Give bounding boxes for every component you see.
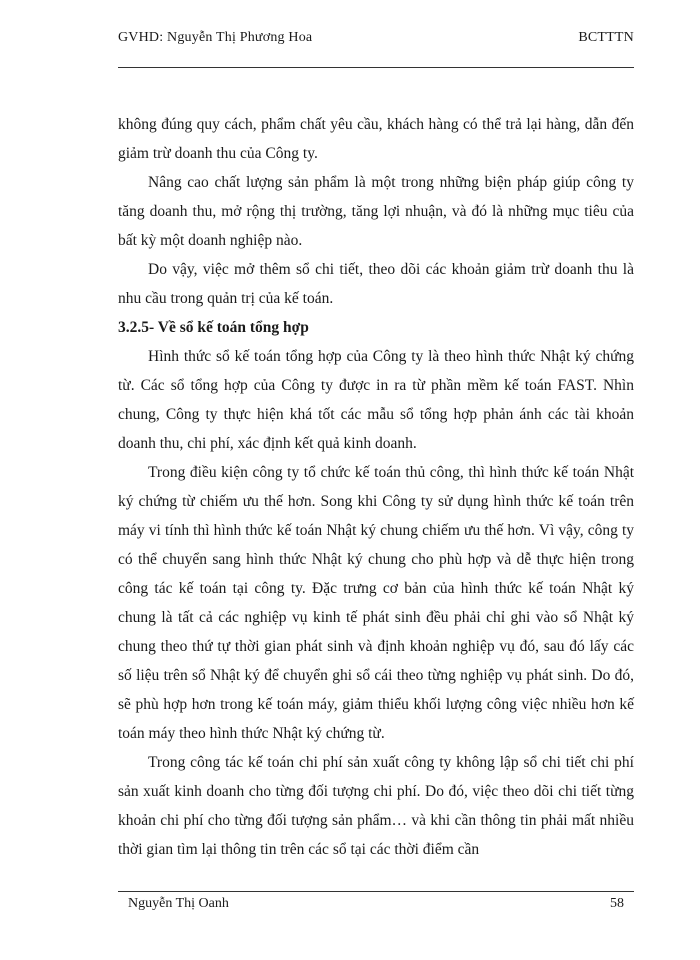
page-number: 58: [610, 896, 624, 911]
paragraph-1: không đúng quy cách, phẩm chất yêu cầu, khách hàng có thể trả lại hàng, dẫn đến giảm trừ doanh thu của Công ty.: [118, 116, 634, 162]
paragraph-3: Do vậy, việc mở thêm sổ chi tiết, theo dõi các khoản giảm trừ doanh thu là nhu cầu trong quản trị của kế toán.: [118, 261, 634, 307]
footer-divider: [118, 891, 634, 892]
paragraph-6: Trong công tác kế toán chi phí sản xuất công ty không lập sổ chi tiết chi phí sản xuất kinh doanh cho từng đối tượng chi phí. Do đó, việc theo dõi chi tiết từng khoản chi phí cho từng đối tượng sản phẩm… và khi cần thông tin phải mất nhiều thời gian tìm lại thông tin trên các sổ tại các thời điểm cần: [118, 754, 634, 858]
page-header: [118, 30, 634, 54]
paragraph-4: Hình thức sổ kế toán tổng hợp của Công ty là theo hình thức Nhật ký chứng từ. Các sổ tổng hợp của Công ty được in ra từ phần mềm kế toán FAST. Nhìn chung, Công ty thực hiện khá tốt các mẫu sổ tổng hợp phản ánh các tài khoản doanh thu, chi phí, xác định kết quả kinh doanh.: [118, 348, 634, 452]
paragraph-5: Trong điều kiện công ty tổ chức kế toán thủ công, thì hình thức kế toán Nhật ký chứng từ chiếm ưu thế hơn. Song khi Công ty sử dụng hình thức kế toán trên máy vi tính thì hình thức kế toán Nhật ký chung chiếm ưu thế hơn. Vì vậy, công ty có thể chuyển sang hình thức Nhật ký chung cho phù hợp và dễ thực hiện trong công tác kế toán tại công ty. Đặc trưng cơ bản của hình thức kế toán Nhật ký chung là tất cả các nghiệp vụ kinh tế phát sinh đều phải chỉ ghi vào sổ Nhật ký chung theo thứ tự thời gian phát sinh và định khoản nghiệp vụ đó, sau đó lấy các số liệu trên sổ Nhật ký để chuyển ghi sổ cái theo từng nghiệp vụ phát sinh. Do đó, sẽ phù hợp hơn trong kế toán máy, giảm thiểu khối lượng công việc nhiều hơn kế toán máy theo hình thức Nhật ký chứng từ.: [118, 464, 634, 742]
footer-author: Nguyễn Thị Oanh: [128, 896, 229, 911]
section-heading: 3.2.5- Về sổ kế toán tổng hợp: [118, 319, 309, 336]
header-supervisor: GVHD: Nguyễn Thị Phương Hoa: [118, 30, 313, 45]
header-report-code: BCTTTN: [578, 30, 634, 45]
paragraph-2: Nâng cao chất lượng sản phẩm là một trong những biện pháp giúp công ty tăng doanh thu, mở rộng thị trường, tăng lợi nhuận, và đó là những mục tiêu của bất kỳ một doanh nghiệp nào.: [118, 174, 634, 249]
page-footer: [118, 896, 634, 918]
header-divider: [118, 67, 634, 68]
page-body: [118, 110, 634, 864]
